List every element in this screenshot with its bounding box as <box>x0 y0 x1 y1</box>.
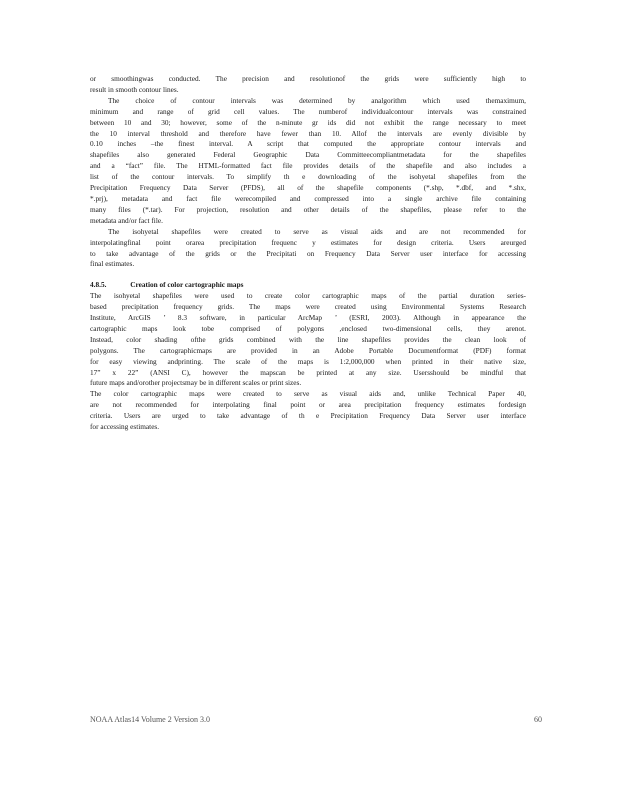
paragraph-group-b <box>90 291 526 433</box>
text-line: The isohyetal shapefiles were used to create color cartographic maps of the partial duration series- <box>90 291 526 301</box>
text-line: future maps and/orother projectsmay be in different scales or print sizes. <box>90 378 302 388</box>
text-line: the 10 interval threshold and therefore have fewer than 10. Allof the intervals are evenly divisible by <box>90 128 526 138</box>
text-line: between 10 and 30; however, some of the n-minute gr ids did not exhibit the range necessary to meet <box>90 117 526 127</box>
text-line: shapefiles also generated Federal Geographic Data Committeecompliantmetadata for the shapefiles <box>90 150 526 160</box>
text-line: minimum and range of grid cell values. The numberof individualcontour intervals was constrained <box>90 106 526 116</box>
text-line: 0.10 inches –the finest interval. A script that computed the appropriate contour intervals and <box>90 139 526 149</box>
text-line: to take advantage of the grids or the Precipitati on Frequency Data Server user interface for accessing <box>90 248 526 258</box>
text-line: or smoothingwas conducted. The precision and resolutionof the grids were sufficiently high to <box>90 74 526 83</box>
footer-left-text: NOAA Atlas14 Volume 2 Version 3.0 <box>90 715 211 724</box>
text-line: for accessing estimates. <box>90 422 160 432</box>
text-line: The isohyetal shapefiles were created to serve as visual aids and are not recommended for <box>108 226 526 236</box>
page-footer <box>90 715 542 724</box>
text-line: Precipitation Frequency Data Server (PFDS), all of the shapefile components (*.shp, *.dbf, and *.shx, <box>90 183 526 193</box>
section-heading <box>90 280 526 291</box>
text-line: The choice of contour intervals was determined by analgorithm which used themaximum, <box>108 95 526 105</box>
paragraph-group-a <box>90 74 526 270</box>
text-line: *.prj), metadata and fact file werecompiled and compressed into a single archive file containing <box>90 193 526 203</box>
section-title: Creation of color cartographic maps <box>130 280 244 290</box>
text-line: final estimates. <box>90 259 135 269</box>
text-line: Instead, color shading ofthe grids combined with the line shapefiles provides the clean look of <box>90 334 526 344</box>
text-line: for easy viewing andprinting. The scale of the maps is 1:2,000,000 when printed in their native size, <box>90 356 526 366</box>
page-number: 60 <box>534 715 542 724</box>
text-line: polygons. The cartographicmaps are provided in an Adobe Portable Documentformat (PDF) format <box>90 345 526 355</box>
text-line: 17” x 22” (ANSI C), however the mapscan be printed at any size. Usersshould be mindful that <box>90 367 526 377</box>
section-gap <box>90 270 526 280</box>
text-line: are not recommended for interpolating final point or area precipitation frequency estimates fordesign <box>90 400 526 410</box>
section-number: 4.8.5. <box>90 280 107 290</box>
text-line: Institute, ArcGIS ’ 8.3 software, in particular ArcMap ’ (ESRI, 2003). Although in appearance the <box>90 313 526 323</box>
text-line: list of the contour intervals. To simplify th e downloading of the isohyetal shapefiles from the <box>90 172 526 182</box>
text-line: metadata and/or fact file. <box>90 215 163 225</box>
text-line: many files (*.tar). For projection, resolution and other details of the shapefiles, please refer to the <box>90 204 526 214</box>
body-text <box>90 74 526 433</box>
text-line: criteria. Users are urged to take advantage of th e Precipitation Frequency Data Server user interface <box>90 411 526 421</box>
text-line: based precipitation frequency grids. The maps were created using Environmental Systems Research <box>90 302 526 312</box>
text-line: interpolatingfinal point orarea precipitation frequenc y estimates for design criteria. Users areurged <box>90 237 526 247</box>
text-line: The color cartographic maps were created to serve as visual aids and, unlike Technical Paper 40, <box>90 389 526 399</box>
text-line: cartographic maps look tobe comprised of polygons ,enclosed two-dimensional cells, they arenot. <box>90 323 526 333</box>
text-line: result in smooth contour lines. <box>90 84 179 94</box>
text-line: and a “fact” file. The HTML-formatted fact file provides details of the shapefile and also includes a <box>90 161 526 171</box>
